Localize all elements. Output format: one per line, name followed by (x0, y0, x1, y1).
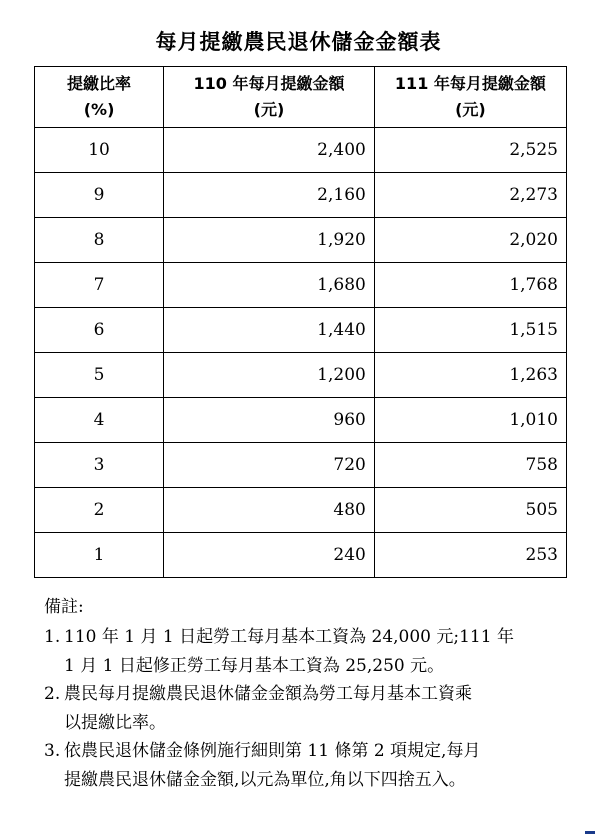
amount-110: 1,920 (164, 218, 375, 263)
amount-110: 1,440 (164, 308, 375, 353)
rate-value: 9 (35, 173, 164, 218)
table-row (35, 488, 567, 533)
amount-110: 240 (164, 533, 375, 578)
rate-value: 10 (35, 128, 164, 173)
header-rate (35, 67, 164, 128)
table-row (35, 128, 567, 173)
notes-heading: 備註: (44, 597, 84, 617)
rate-value: 7 (35, 263, 164, 308)
table-row (35, 533, 567, 578)
note-text: 110 年 1 月 1 日起勞工每月基本工資為 24,000 元;111 年 (64, 627, 514, 647)
amount-110: 720 (164, 443, 375, 488)
amount-111: 253 (374, 533, 566, 578)
header-rate-line1: 提繳比率 (67, 74, 132, 93)
rate-value: 8 (35, 218, 164, 263)
amount-110: 960 (164, 398, 375, 443)
amount-111: 1,768 (374, 263, 566, 308)
notes-section (44, 593, 574, 794)
header-111 (374, 67, 566, 128)
table-row (35, 353, 567, 398)
amount-110: 2,400 (164, 128, 375, 173)
header-111-line1: 111 年每月提繳金額 (394, 74, 546, 93)
amount-110: 1,200 (164, 353, 375, 398)
table-row (35, 173, 567, 218)
note-number: 3. (44, 741, 61, 761)
note-text-continued: 1 月 1 日起修正勞工每月基本工資為 25,250 元。 (64, 656, 445, 676)
note-item-2 (44, 680, 574, 708)
note-item-3 (44, 737, 574, 765)
table-header-row (35, 67, 567, 128)
header-110-line2: (元) (253, 100, 285, 119)
note-text: 農民每月提繳農民退休儲金金額為勞工每月基本工資乘 (64, 684, 472, 704)
corner-mark (585, 831, 595, 834)
table-row (35, 263, 567, 308)
amount-111: 2,525 (374, 128, 566, 173)
rate-value: 2 (35, 488, 164, 533)
note-text-continued: 提繳農民退休儲金金額,以元為單位,角以下四捨五入。 (64, 770, 466, 790)
amount-111: 1,010 (374, 398, 566, 443)
note-text-continued: 以提繳比率。 (64, 713, 166, 733)
table-row (35, 443, 567, 488)
rate-value: 5 (35, 353, 164, 398)
amount-110: 1,680 (164, 263, 375, 308)
note-number: 1. (44, 627, 61, 647)
amount-111: 2,020 (374, 218, 566, 263)
rate-value: 4 (35, 398, 164, 443)
table-row (35, 308, 567, 353)
amount-111: 2,273 (374, 173, 566, 218)
note-number: 2. (44, 684, 61, 704)
table-row (35, 218, 567, 263)
amount-110: 2,160 (164, 173, 375, 218)
rate-value: 3 (35, 443, 164, 488)
amount-111: 1,263 (374, 353, 566, 398)
header-110-line1: 110 年每月提繳金額 (193, 74, 345, 93)
amount-111: 758 (374, 443, 566, 488)
amount-111: 1,515 (374, 308, 566, 353)
table-row (35, 398, 567, 443)
contribution-table (34, 66, 567, 578)
rate-value: 1 (35, 533, 164, 578)
note-item-1 (44, 623, 574, 651)
amount-110: 480 (164, 488, 375, 533)
amount-111: 505 (374, 488, 566, 533)
header-rate-line2: (%) (83, 100, 115, 119)
header-110 (164, 67, 375, 128)
note-text: 依農民退休儲金條例施行細則第 11 條第 2 項規定,每月 (64, 741, 481, 761)
rate-value: 6 (35, 308, 164, 353)
page-title: 每月提繳農民退休儲金金額表 (155, 30, 442, 54)
header-111-line2: (元) (455, 100, 486, 119)
